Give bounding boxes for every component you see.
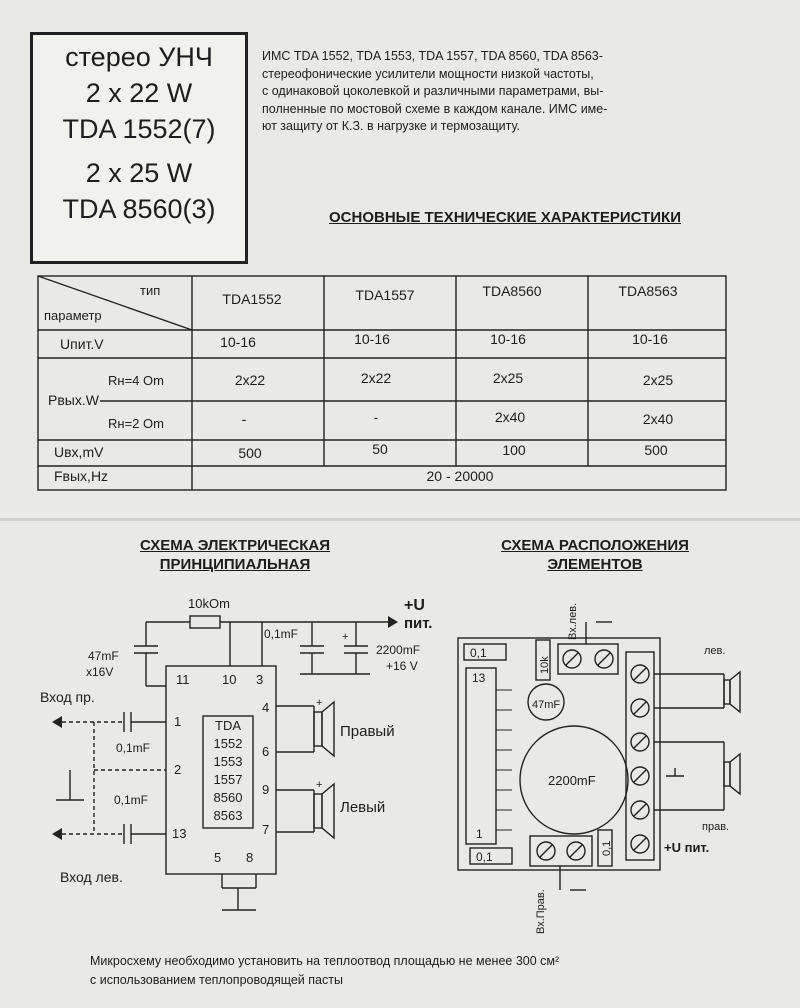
- schematic-heading-line-2: ПРИНЦИПИАЛЬНАЯ: [159, 556, 311, 573]
- col-header: TDA1552: [222, 291, 282, 307]
- chip-model: 1557: [213, 772, 243, 787]
- cap-label: 0,1mF: [114, 793, 149, 807]
- pin-label: 7: [262, 822, 270, 837]
- title-line-5: TDA 8560(3): [62, 194, 216, 224]
- pin-label: 13: [172, 826, 187, 841]
- cap-label: 0,1mF: [264, 627, 299, 641]
- supply-label: пит.: [404, 615, 433, 632]
- corner-type-label: тип: [140, 283, 161, 298]
- cap-01-label: 0,1: [601, 840, 613, 856]
- row-label-rn2: Rн=2 Om: [108, 416, 164, 431]
- left-speaker-label: лев.: [704, 645, 726, 657]
- pin-label: 3: [256, 672, 264, 687]
- footnote: [90, 952, 730, 990]
- title-line-2: 2 x 22 W: [85, 78, 193, 108]
- cell-rn4: 2x25: [492, 370, 524, 386]
- chip-model: 1552: [213, 736, 243, 751]
- supply-label: +U пит.: [664, 840, 710, 855]
- cell-upit: 10-16: [220, 334, 256, 350]
- pin-label: 11: [176, 672, 190, 687]
- row-label-upit: Uпит.V: [60, 336, 104, 352]
- in-left-label: Вх.лев.: [567, 602, 579, 640]
- chip-model: 8563: [213, 808, 243, 823]
- res-10k-label: 10k: [539, 656, 551, 674]
- col-header: TDA8563: [618, 283, 678, 299]
- intro-line: ют защиту от К.З. в нагрузке и термозащиту.: [262, 119, 520, 134]
- title-line-3: TDA 1552(7): [62, 114, 216, 144]
- right-speaker-label: прав.: [702, 821, 730, 833]
- cell-rn2: -: [373, 409, 379, 425]
- row-label-uin: Uвх,mV: [54, 444, 104, 460]
- cell-rn2: -: [241, 411, 247, 427]
- cell-rn4: 2x22: [360, 370, 392, 386]
- pin-label: 5: [214, 850, 222, 865]
- in-right-label: Вх.Прав.: [535, 889, 547, 934]
- plus-sign: +: [316, 779, 323, 791]
- pin-label: 6: [262, 744, 270, 759]
- layout-heading-line-2: ЭЛЕМЕНТОВ: [547, 556, 643, 573]
- footnote-line-2: с использованием теплопроводящей пасты: [90, 973, 343, 987]
- supply-label: +U: [404, 597, 425, 614]
- corner-param-label: параметр: [44, 308, 102, 323]
- cap-01-label: 0,1: [470, 646, 487, 660]
- chip-model: TDA: [215, 718, 241, 733]
- footnote-line-1: Микросхему необходимо установить на теплоотвод площадью не менее 300 см²: [90, 954, 560, 968]
- title-line-1: стерео УНЧ: [65, 42, 213, 72]
- pin-label: 8: [246, 850, 254, 865]
- cap-2200-label: 2200mF: [548, 773, 596, 788]
- input-left-label: Вход лев.: [60, 869, 123, 885]
- cap-01-label: 0,1: [476, 850, 493, 864]
- schematic-heading-line-1: СХЕМА ЭЛЕКТРИЧЕСКАЯ: [139, 537, 331, 554]
- plus-sign: +: [316, 697, 323, 709]
- speaker-right-label: Правый: [340, 723, 395, 740]
- row-label-fout: Fвых,Hz: [54, 468, 109, 484]
- cap-label: x16V: [86, 665, 114, 679]
- layout-heading-line-1: СХЕМА РАСПОЛОЖЕНИЯ: [501, 537, 689, 554]
- cap-label: 47mF: [88, 649, 119, 663]
- pin-label: 10: [222, 672, 237, 687]
- plus-sign: +: [342, 631, 349, 643]
- cell-rn4: 2x22: [234, 372, 266, 388]
- pin-1-label: 1: [476, 827, 483, 841]
- cell-rn2: 2x40: [642, 411, 674, 427]
- cap-label: +16 V: [386, 659, 418, 673]
- pin-label: 9: [262, 782, 270, 797]
- chip-model: 8560: [213, 790, 243, 805]
- cell-uin: 500: [644, 442, 668, 458]
- chip-model: 1553: [213, 754, 243, 769]
- pin-13-label: 13: [472, 671, 486, 685]
- speaker-left-label: Левый: [340, 799, 386, 816]
- cell-upit: 10-16: [354, 331, 390, 347]
- cell-uin: 50: [372, 441, 388, 457]
- input-right-label: Вход пр.: [40, 689, 95, 705]
- pin-label: 4: [262, 700, 270, 715]
- cap-label: 0,1mF: [116, 741, 151, 755]
- col-header: TDA1557: [355, 287, 415, 303]
- cell-upit: 10-16: [632, 331, 668, 347]
- cell-rn4: 2x25: [642, 372, 674, 388]
- pin-label: 2: [174, 762, 182, 777]
- row-label-pout: Pвых.W: [48, 392, 99, 408]
- cell-fout: 20 - 20000: [426, 468, 494, 484]
- intro-line: стереофонические усилители мощности низкой частоты,: [262, 66, 594, 81]
- cap-47-label: 47mF: [532, 699, 561, 711]
- intro-line: полненные по мостовой схеме в каждом канале. ИМС име-: [262, 101, 608, 116]
- intro-line: ИМС TDA 1552, TDA 1553, TDA 1557, TDA 8560, TDA 8563-: [262, 49, 603, 63]
- cap-label: 2200mF: [376, 643, 421, 657]
- resistor-label: 10kOm: [188, 596, 230, 611]
- intro-line: с одинаковой цоколевкой и различными параметрами, вы-: [262, 84, 604, 99]
- specs-heading: ОСНОВНЫЕ ТЕХНИЧЕСКИЕ ХАРАКТЕРИСТИКИ: [329, 209, 681, 226]
- pin-label: 1: [174, 714, 182, 729]
- cell-uin: 100: [502, 442, 526, 458]
- title-line-4: 2 x 25 W: [85, 158, 193, 188]
- row-label-rn4: Rн=4 Om: [108, 373, 164, 388]
- col-header: TDA8560: [482, 283, 542, 299]
- cell-uin: 500: [238, 445, 262, 461]
- cell-upit: 10-16: [490, 331, 526, 347]
- cell-rn2: 2x40: [494, 409, 526, 425]
